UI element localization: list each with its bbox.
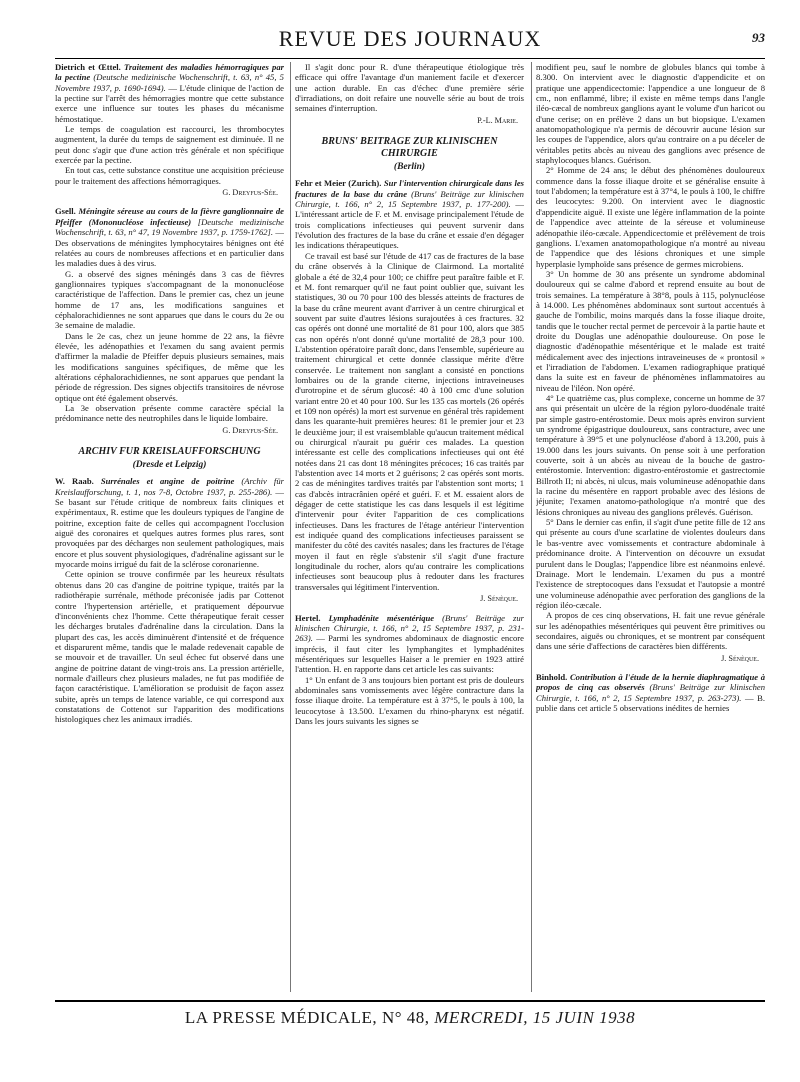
article-title: Méningite séreuse au cours de la fièvre ganglionnaire de Pfeiffer (Mononucléose infectieuse)	[55, 206, 284, 227]
article-paragraph: La 3e observation présente comme caractère spécial la prédominance nette des neutrophiles dans le liquide lombaire.	[55, 403, 284, 424]
article-paragraph: modifient peu, sauf le nombre de globules blancs qui tombe à 8.300. On intervient avec le diagnostic d'appendicite et on pratique une appendicectomie: l'appendice a une longueur de 8 cm., non enflammé, libre; il existe en même temps dans l'angle iléo-cæcal de nombreux ganglions ayant le volume d'un haricot ou d'une cerise; on en prélève 2 dans un but biopsique. L'examen anatomopathologique n'a permis de découvrir aucune lésion sur les coupes de l'appendice, alors qu'au contraire on a pu déceler de véritables petits abcès au niveau des ganglions avec présence de staphylocoques blancs. Guérison.	[536, 62, 765, 166]
section-city: (Dresde et Leipzig)	[132, 460, 207, 471]
article-author: Gsell.	[55, 206, 76, 217]
article-paragraph: 3° Un homme de 30 ans présente un syndrome abdominal douloureux qui se calme d'abord et reprend ensuite au bout de trois semaines. La température à 38°8, pouls à 115, polynucléose à 14.000. Les phénomènes abdominaux sont surtout accentués à gauche de l'ombilic, moins marqués dans la fosse iliaque droite, tandis que le toucher rectal permet de percevoir à la partie haute et droite du Douglas une adénopathie douloureuse. On pose le diagnostic d'adénopathie mésentérique et le malade est traité médicalement avec des injections intraveineuses de « prontosil » et l'irradiation de l'abdomen. L'examen radiographique pratiqué dans la suite est en faveur de phénomènes inflammatoires au niveau de l'iléon. Non opéré.	[536, 268, 765, 393]
article-signature: P.-L. Marie.	[477, 115, 518, 125]
article-paragraph: Le temps de coagulation est raccourci, les thrombocytes augmentent, la durée du temps de saignement est diminuée. Il ne peut donc s'agir que d'une action très générale et non spécifique exercée par la pectine.	[55, 124, 284, 166]
article-signature: G. Dreyfus-Sée.	[222, 188, 278, 198]
article-author: W. Raab.	[55, 476, 94, 487]
article-paragraph: Il s'agit donc pour R. d'une thérapeutique étiologique très efficace qui offre l'avantage d'un maniement facile et d'exercer une action durable. En cas d'échec d'une première série d'irradiations, on doit refaire une nouvelle série au bout de trois semaines d'interruption.	[295, 62, 524, 114]
article-title: Lymphadénite mésentérique	[328, 612, 435, 623]
article-raab	[55, 476, 284, 724]
footer-date: MERCREDI, 15 JUIN 1938	[434, 1008, 636, 1027]
article-columns	[55, 62, 765, 992]
page-footer	[55, 1008, 765, 1028]
article-binhold	[536, 672, 765, 713]
article-intro: — L'étude clinique de l'action de la pectine sur l'arrêt des hémorragies montre que cette substance exerce une influence sur toutes les phases du mécanisme hémostatique.	[55, 82, 284, 124]
section-title: ARCHIV FUR KREISLAUFFORSCHUNG	[78, 446, 261, 458]
page-header	[55, 26, 765, 52]
article-reference: (Bruns' Beiträge zur klinischen Chirurgie, t. 166, n° 2, 15 Septembre 1937, p. 263-273).	[536, 682, 765, 703]
article-hertel	[295, 613, 524, 727]
article-title: Surrénales et angine de poitrine	[100, 476, 235, 487]
article-paragraph: G. a observé des signes méningés dans 3 cas de fièvres ganglionnaires typiques s'accompagnant de la mononucléose caractéristique de l'affection. Dans le premier cas, chez un jeune homme de 17 ans, les modifications sanguines et céphalorachidiennes ne sont apparues que dans le cours du 2e ou 3e semaine de maladie.	[55, 268, 284, 331]
article-signature: G. Dreyfus-Sée.	[222, 425, 278, 435]
article-fehr-meier	[295, 178, 524, 604]
article-intro: — B. publie dans cet article 5 observations inédites de hernies	[536, 692, 765, 713]
article-author: Fehr et Meier (Zurich).	[295, 178, 382, 189]
article-reference: (Archiv für Kreislaufforschung, t. 1, nos 7-8, Octobre 1937, p. 255-286).	[55, 476, 284, 497]
column-left	[55, 62, 284, 992]
article-title: Sur l'intervention chirurgicale dans les fractures de la base du crâne	[295, 178, 524, 199]
article-title: Traitement des maladies hémorragiques par la pectine	[55, 62, 284, 83]
article-intro: — Se basant sur l'étude critique de nombreux faits cliniques et expérimentaux, R. estime que les douleurs typiques de l'angine de poitrine, exception faite de celles qui accompagnent l'occlusion aiguë des coronaires et quelques autres formes plus rares, sont provoquées par des décharges non seulement pathologiques, mais encore et plus souvent physiologiques, d'adrénaline agissant sur le myocarde moins irrigué du fait de la sclérose coronarienne.	[55, 486, 284, 570]
article-paragraph: En tout cas, cette substance constitue une acquisition précieuse pour le traitement des affections hémorragiques.	[55, 165, 284, 186]
page-title: REVUE DES JOURNAUX	[278, 26, 542, 51]
article-signature: J. Sénèque.	[480, 594, 518, 604]
article-signature: J. Sénèque.	[721, 653, 759, 663]
article-paragraph: Dans le 2e cas, chez un jeune homme de 22 ans, la fièvre élevée, les adénopathies et l'examen du sang avaient permis d'affirmer la maladie de Pfeiffer depuis plusieurs semaines, mais les modifications sanguines spécifiques, de même que les altérations céphalorachidiennes, ne sont apparues que pendant la période de régression. Des signes objectifs transitoires de névrose optique ont été également observés.	[55, 330, 284, 403]
article-paragraph: Cette opinion se trouve confirmée par les heureux résultats obtenus dans 20 cas d'angine de poitrine typique, traités par la radiothérapie surrénale, méthode préconisée jadis par Cottenot contre l'hypertension artérielle, et pratiquement dépourvue d'inconvénients chez l'homme. Cette thérapeutique ferait cesser les décharges brutales d'adrénaline dans la circulation. Dans la plupart des cas, les accès diminuèrent d'intensité et de fréquence et disparurent même, tandis que le malade redevenait capable de se mouvoir et de travailler. Un seul échec fut observé dans une angine de poitrine datant de vingt-trois ans. La pression artérielle, normale d'ailleurs chez plusieurs malades, ne fut pas modifiée de façon caractéristique. L'amélioration se produisit de façon assez subite, après un temps de latence variable, ce qui correspond aux constatations de Cottenot sur l'apparition des modifications histologiques chez les animaux irradiés.	[55, 569, 284, 725]
article-paragraph: Ce travail est basé sur l'étude de 417 cas de fractures de la base du crâne observés à la Clinique de Clairmond. La mortalité globale a été de 32,4 pour 100; ce chiffre peut paraître faible et F. et M. font remarquer qu'il ne faut point oublier que, suivant les statistiques, 30 ou 70 pour 100 des blessés atteints de fractures de la base du crâne meurent avant d'arriver à un centre chirurgical et souvent par suite d'autres lésions surajoutées à ces fractures. 32 cas opérés ont donné une mortalité de 81 pour 100, alors que 385 cas non opérés n'ont donné qu'une mortalité de 28,3 pour 100. L'abstention opératoire paraît donc, dans l'ensemble, supérieure au traitement chirurgical et cette donnée classique mérite d'être conservée. Le traitement non sanglant a consisté en ponctions lombaires ou de la grande citerne, injections intraveineuses d'urotropine et de sérum glucosé: 40 à 100 cmc d'une solution variant entre 20 et 40 pour 100. Sur les 135 cas mortels (26 opérés et 109 non opérés) la mort est survenue en général très rapidement dans les quarante-huit premières heures: 81 le premier jour et 23 le deuxième jour; il est vraisemblable qu'aucun traitement médical ou chirurgical n'aurait pu guérir ces malades. La question intéressante est celle des complications infectieuses qui ont été notées dans 21 cas dont 18 méningites précoces; 16 cas traités par l'abstention avec 14 morts et 2 guérisons; 2 cas opérés sont morts. 2 cas de méningites tardives traités par l'abstention sont morts; 1 cas d'abcès intracrânien opéré et guéri. F. et M. essaient alors de dégager de cette statistique les cas dans lesquels il est légitime d'intervenir pour éviter l'apparition de ces complications infectieuses. Dans les fractures de l'étage antérieur l'intervention est indiquée quand des complications infectieuses paraissent se manifester du côté des cavités nasales; dans les fractures de l'étage moyen il faut en règle s'abstenir s'il s'agit d'une fracture longitudinale du rocher, alors qu'au contraire les complications infectieuses sont beaucoup plus à redouter dans les fractures transversales qui légitiment l'intervention.	[295, 250, 524, 592]
article-author: Hertel.	[295, 612, 321, 623]
page-number: 93	[752, 30, 765, 45]
footer-journal: LA PRESSE MÉDICALE,	[184, 1008, 378, 1027]
article-reference: (Bruns' Beiträge zur klinischen Chirurgie, t. 166, n° 2, 15 Septembre 1937, p. 177-200).	[295, 188, 524, 210]
article-reference: (Bruns' Beiträge zur klinischen Chirurgie, t. 166, n° 2, 15 Septembre 1937, p. 231-263).	[295, 612, 524, 644]
column-middle	[295, 62, 524, 992]
article-intro: — L'intéressant article de F. et M. envisage principalement l'étude de trois complications infectieuses qui peuvent survenir dans l'évolution des fractures de la base du crâne et essaie d'en dégager les indications thérapeutiques.	[295, 199, 524, 251]
article-title: Contribution à l'étude de la hernie diaphragmatique à propos de cinq cas observés	[536, 671, 765, 693]
article-author: Binhold.	[536, 671, 568, 682]
article-author: Dietrich et Œttel.	[55, 62, 121, 72]
header-rule	[55, 58, 765, 59]
footer-rule	[55, 1000, 765, 1002]
section-city: (Berlin)	[393, 162, 426, 173]
article-gsell	[55, 206, 284, 436]
column-right	[536, 62, 765, 992]
article-paragraph: 5° Dans le dernier cas enfin, il s'agit d'une petite fille de 12 ans qui présente au cours d'une scarlatine de violentes douleurs dans le bas-ventre avec vomissements et contracture abdominale à prédominance droite. A l'intervention on découvre un exsudat purulent dans le Douglas; l'appendice libre est néanmoins enlevé. Drainage. Mort le lendemain. L'examen du pus a montré l'existence de streptocoques dans l'exsudat et l'autopsie a montré une volumineuse adénopathie avec perforation des ganglions de la région iléo-cæcale.	[536, 517, 765, 610]
article-paragraph: 1° Un enfant de 3 ans toujours bien portant est pris de douleurs abdominales sans vomissements avec légère contracture dans la fosse iliaque droite. La température est à 37°5, le pouls à 100, la leucocytose à 13.500. L'examen du rhino-pharynx est négatif. Dans les jours suivants les signes se	[295, 674, 524, 726]
footer-number: N° 48,	[381, 1008, 430, 1027]
section-title: BRUNS' BEITRAGE ZUR KLINISCHEN CHIRURGIE	[321, 136, 498, 160]
article-dietrich	[55, 62, 284, 198]
article-paragraph: 2° Homme de 24 ans; le début des phénomènes douloureux commence dans la fosse iliaque droite et se généralise ensuite à tout l'abdomen; la température est à 37°4, le pouls à 100, le chiffre des leucocytes: 9.200. On intervient avec le diagnostic d'appendicite aiguë. Il existe une légère inflammation de la pointe de l'appendice avec atteinte de la séreuse et volumineuse adénopathie iléo-cæcale. Appendicectomie et prélèvement de trois ganglions. L'examen anatomopathologique n'a montré au niveau de l'appendice que des lésions chroniques et une simple hyperplasie lymphoïde sans présence de germes microbiens.	[536, 165, 765, 269]
article-intro: — Parmi les syndromes abdominaux de diagnostic encore imprécis, il faut citer les lymphangites et lymphadénites mésentériques sur lesquelles Haiser a le premier en 1923 attiré l'attention. H. en rapporte dans cet article les cas suivants:	[295, 633, 524, 675]
article-paragraph: 4° Le quatrième cas, plus complexe, concerne un homme de 37 ans qui présentait un ulcère de la région pyloro-duodénale traité par simple gastro-entérostomie. Deux mois après environ survient un syndrome épigastrique douloureux, sans contracture, avec une température à 39°5 et une polynucléose d'abord à 13.200, puis à 19.000 dans les jours suivants. On pense soit à une perforation couverte, soit à un abcès au niveau de la bouche de gastro-entérostomie. Intervention: digastro-entérostomie et gastrectomie Billroth II; ni abcès, ni ulcus, mais volumineuse adénopathie dans la racine du mésentère en rapport probable avec des lésions de jéjunite; l'examen anatomo-pathologique n'a montré que des lésions chroniques au niveau des ganglions prélevés. Guérison.	[536, 393, 765, 517]
article-reference: (Deutsche medizinische Wochenschrift, t. 63, n° 45, 5 Novembre 1937, p. 1690-1694).	[55, 72, 284, 93]
article-intro: — Des observations de méningites lymphocytaires bénignes ont été relatées au cours de nombreuses affections et en particulier dans les maladies dues à des virus.	[55, 227, 284, 269]
article-paragraph: A propos de ces cinq observations, H. fait une revue générale sur les adénopathies mésentériques qui peuvent être primitives ou secondaires, aiguës ou chroniques, et se montrent par conséquent dans une série d'affections de caractères bien différents.	[536, 610, 765, 652]
article-reference: [Deutsche medizinische Wochenschrift, t. 63, n° 47, 19 Novembre 1937, p. 1759-1762].	[55, 216, 284, 238]
